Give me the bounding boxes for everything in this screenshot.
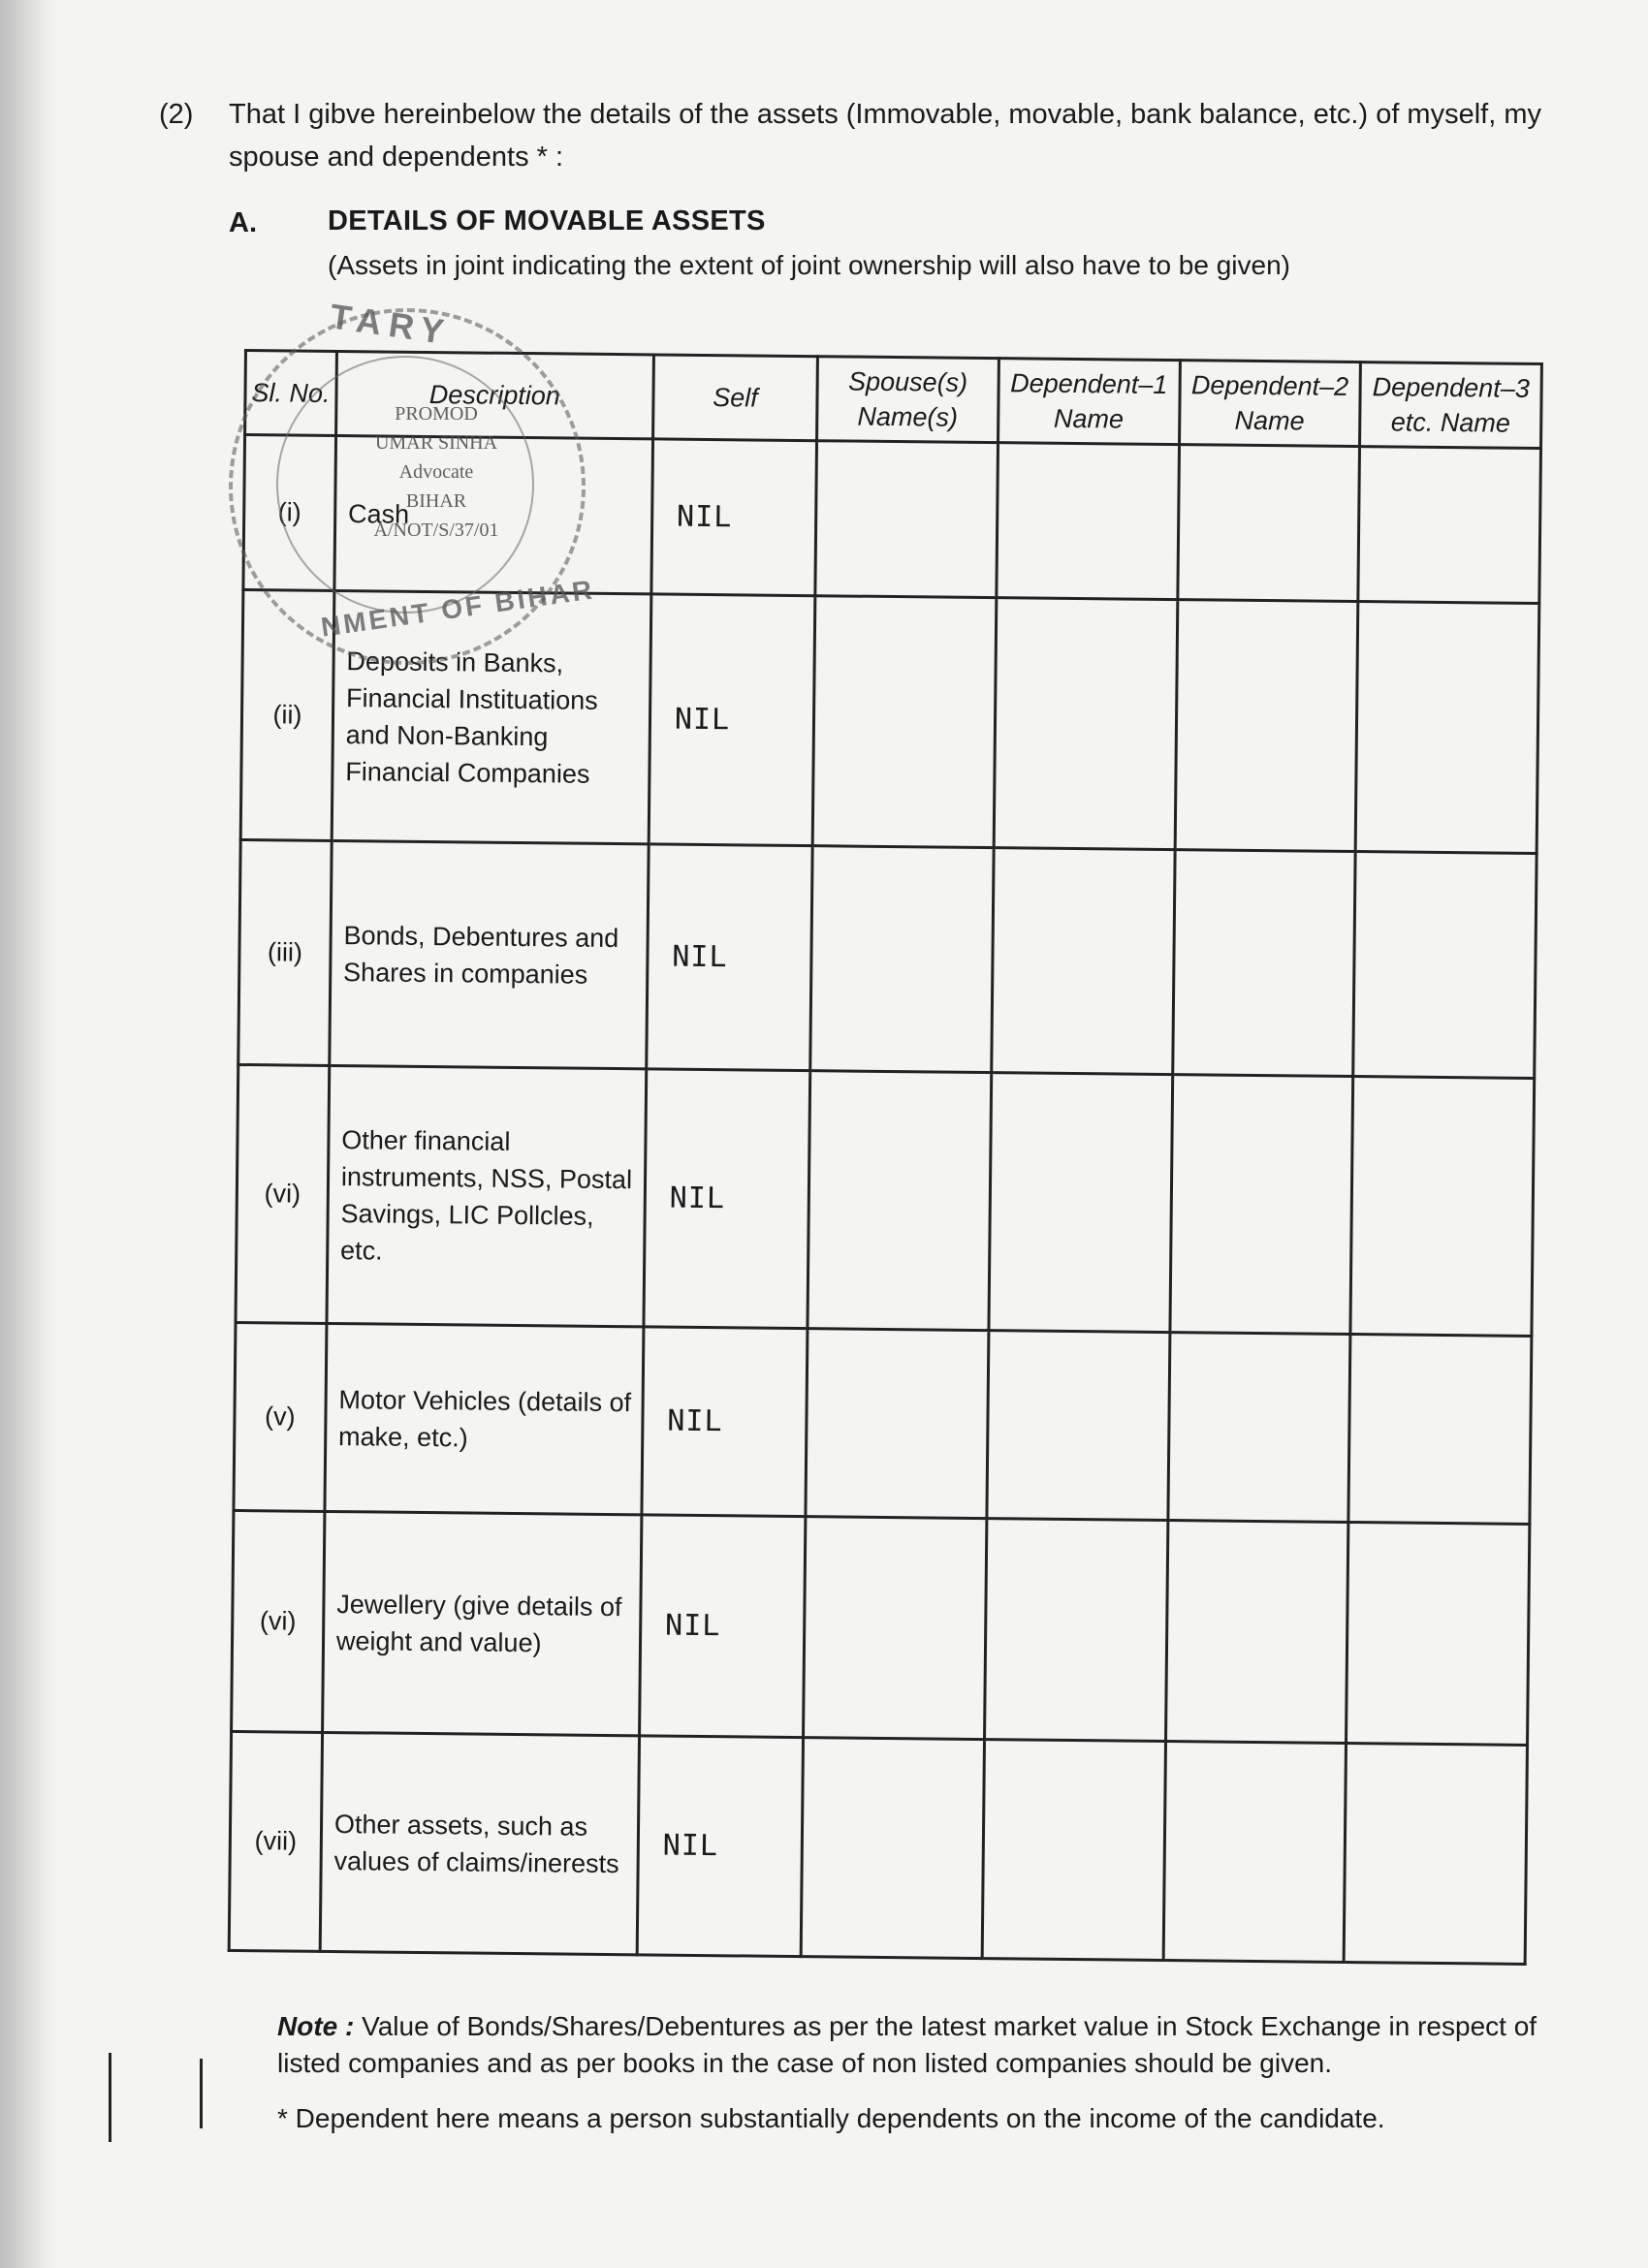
note-label: Note : <box>277 2011 355 2041</box>
row-spouse-cell <box>812 596 996 848</box>
row-description: Bonds, Debentures and Shares in companies <box>330 840 649 1068</box>
header-sl-no: Sl. No. <box>245 351 337 436</box>
row-dependent-3-cell <box>1348 1335 1532 1525</box>
stamp-line: BIHAR <box>405 490 467 512</box>
stamp-line: UMAR SINHA <box>374 432 498 454</box>
section-subtitle: (Assets in joint indicating the extent of joint ownership will also have to be given) <box>328 250 1290 280</box>
stamp-line: A/NOT/S/37/01 <box>373 520 499 541</box>
row-spouse-cell <box>808 1071 991 1331</box>
row-dependent-1-cell <box>987 1331 1170 1521</box>
table-row <box>229 1731 1527 1964</box>
row-self-value: NIL <box>637 1736 804 1957</box>
row-sl: (iii) <box>238 839 332 1065</box>
row-self-value: NIL <box>644 1069 810 1329</box>
row-self-value: NIL <box>642 1327 808 1517</box>
row-description: Deposits in Banks, Financial Instituations and Non-Banking Financial Companies <box>332 590 651 843</box>
header-self: Self <box>652 355 817 441</box>
row-dependent-3-cell <box>1358 447 1540 604</box>
row-sl: (i) <box>243 435 336 591</box>
notary-stamp-bottom-text: NMENT OF BIHAR <box>319 574 597 643</box>
row-dependent-3-cell <box>1347 1522 1530 1745</box>
row-dependent-3-cell <box>1353 852 1537 1079</box>
row-sl: (vii) <box>229 1731 322 1951</box>
table-row <box>238 839 1537 1078</box>
margin-mark-left <box>109 2053 111 2142</box>
row-spouse-cell <box>815 441 998 598</box>
dependent-footnote: * Dependent here means a person substantially dependents on the income of the candidate. <box>277 2103 1385 2133</box>
header-dependent-2: Dependent–2 Name <box>1179 361 1361 447</box>
row-self-value: NIL <box>647 844 813 1071</box>
row-dependent-2-cell <box>1167 1333 1350 1523</box>
row-sl: (vi) <box>236 1064 330 1323</box>
row-self-value: NIL <box>651 439 817 596</box>
row-dependent-1-cell <box>992 848 1175 1075</box>
header-dependent-3: Dependent–3 etc. Name <box>1360 362 1542 449</box>
note-paragraph <box>277 2008 1596 2082</box>
header-description: Description <box>335 351 653 438</box>
row-spouse-cell <box>806 1329 989 1519</box>
stamp-line: Advocate <box>398 461 474 483</box>
row-description: Other assets, such as values of claims/inerests <box>320 1732 639 1954</box>
note-text: Value of Bonds/Shares/Debentures as per the latest market value in Stock Exchange in respect of listed companies and as per books in the case of non listed companies should be given. <box>277 2011 1537 2078</box>
row-dependent-1-cell <box>984 1519 1167 1742</box>
row-spouse-cell <box>801 1738 984 1959</box>
intro-paragraph <box>159 93 1567 178</box>
row-self-value: NIL <box>639 1515 806 1738</box>
notary-stamp-top-text: TARY <box>327 296 455 353</box>
row-dependent-2-cell <box>1177 445 1359 602</box>
row-sl: (ii) <box>240 590 334 841</box>
table-row <box>236 1064 1535 1336</box>
notary-stamp-center-text <box>320 399 553 545</box>
row-spouse-cell <box>810 846 994 1073</box>
intro-text: That I gibve hereinbelow the details of the assets (Immovable, movable, bank balance, etc.) of myself, my spouse and dependents * : <box>229 99 1541 173</box>
row-dependent-2-cell <box>1172 850 1355 1077</box>
row-sl: (v) <box>234 1322 327 1511</box>
table-row <box>234 1322 1532 1524</box>
row-dependent-1-cell <box>989 1073 1172 1333</box>
section-letter: A. <box>229 207 257 238</box>
header-spouse: Spouse(s) Name(s) <box>817 357 999 443</box>
row-description: Cash <box>334 435 653 593</box>
row-dependent-3-cell <box>1350 1077 1535 1337</box>
row-description: Motor Vehicles (details of make, etc.) <box>325 1323 644 1514</box>
intro-number: (2) <box>159 99 194 130</box>
row-dependent-1-cell <box>994 598 1177 850</box>
row-description: Jewellery (give details of weight and value) <box>322 1511 641 1735</box>
row-dependent-1-cell <box>997 443 1179 600</box>
row-sl: (vi) <box>232 1510 325 1732</box>
row-dependent-2-cell <box>1175 600 1358 852</box>
row-dependent-2-cell <box>1163 1742 1347 1963</box>
header-dependent-1: Dependent–1 Name <box>998 359 1180 445</box>
section-title: DETAILS OF MOVABLE ASSETS <box>328 205 766 236</box>
row-description: Other financial instruments, NSS, Postal Savings, LIC Pollcles, etc. <box>327 1065 647 1326</box>
row-self-value: NIL <box>649 594 815 846</box>
row-dependent-2-cell <box>1165 1521 1348 1744</box>
row-dependent-3-cell <box>1344 1743 1527 1964</box>
row-spouse-cell <box>804 1517 987 1740</box>
row-dependent-2-cell <box>1169 1075 1352 1335</box>
margin-mark-right <box>200 2059 203 2128</box>
row-dependent-1-cell <box>982 1740 1165 1961</box>
row-dependent-3-cell <box>1355 602 1538 854</box>
stamp-line: PROMOD <box>395 403 478 425</box>
table-row <box>232 1510 1530 1745</box>
